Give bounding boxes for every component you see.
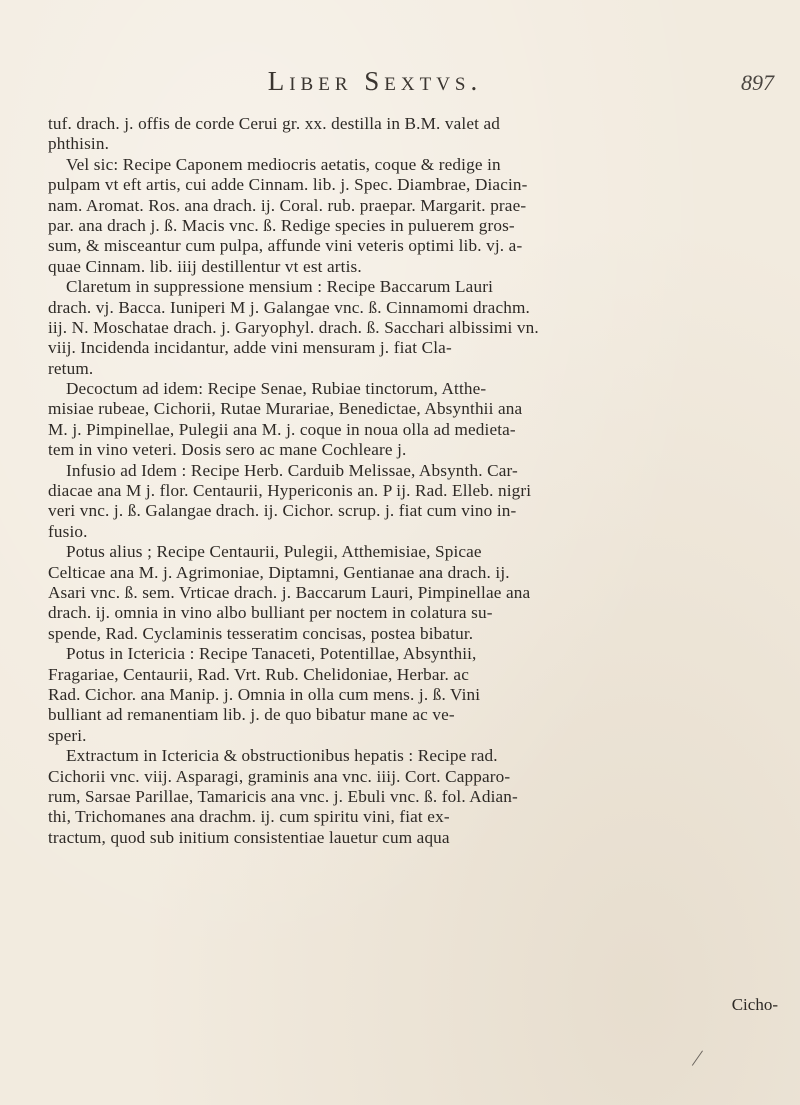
- text-line: sum, & misceantur cum pulpa, affunde vini veteris optimi lib. vj. a-: [48, 236, 523, 256]
- text-line: Decoctum ad idem: Recipe Senae, Rubiae tinctorum, Atthe-: [66, 379, 487, 399]
- running-head-title: Liber Sextvs.: [267, 66, 483, 96]
- text-line: pulpam vt eft artis, cui adde Cinnam. lib. j. Spec. Diambrae, Diacin-: [48, 175, 528, 195]
- text-line: Celticae ana M. j. Agrimoniae, Diptamni, Gentianae ana drach. ij.: [48, 562, 510, 582]
- body-text: [48, 114, 788, 848]
- text-line: rum, Sarsae Parillae, Tamaricis ana vnc. j. Ebuli vnc. ß. fol. Adian-: [48, 786, 518, 806]
- catchword: Cicho-: [731, 995, 778, 1014]
- text-line: phthisin.: [48, 134, 110, 154]
- text-line: viij. Incidenda incidantur, adde vini mensuram j. fiat Cla-: [48, 338, 452, 358]
- text-line: nam. Aromat. Ros. ana drach. ij. Coral. rub. praepar. Margarit. prae-: [48, 195, 527, 215]
- text-line: Rad. Cichor. ana Manip. j. Omnia in olla cum mens. j. ß. Vini: [48, 684, 481, 704]
- text-line: thi, Trichomanes ana drachm. ij. cum spiritu vini, fiat ex-: [48, 807, 450, 827]
- text-line: iij. N. Moschatae drach. j. Garyophyl. drach. ß. Sacchari albissimi vn.: [48, 317, 539, 337]
- running-head: [0, 66, 800, 106]
- text-line: drach. ij. omnia in vino albo bulliant per noctem in colatura su-: [48, 603, 493, 623]
- text-line: misiae rubeae, Cichorii, Rutae Murariae, Benedictae, Absynthii ana: [48, 399, 523, 419]
- text-line: diacae ana M j. flor. Centaurii, Hypericonis an. P ij. Rad. Elleb. nigri: [48, 481, 532, 501]
- text-line: par. ana drach j. ß. Macis vnc. ß. Redige species in puluerem gros-: [48, 215, 515, 235]
- text-line: Potus alius ; Recipe Centaurii, Pulegii, Atthemisiae, Spicae: [66, 542, 482, 562]
- text-line: tuf. drach. j. offis de corde Cerui gr. xx. destilla in B.M. valet ad: [48, 114, 501, 133]
- text-line: Fragariae, Centaurii, Rad. Vrt. Rub. Chelidoniae, Herbar. ac: [48, 664, 469, 684]
- text-line: retum.: [48, 358, 94, 378]
- text-line: veri vnc. j. ß. Galangae drach. ij. Cichor. scrup. j. fiat cum vino in-: [48, 501, 517, 521]
- text-line: quae Cinnam. lib. iiij destillentur vt est artis.: [48, 256, 362, 276]
- text-line: speri.: [48, 725, 87, 745]
- text-line: M. j. Pimpinellae, Pulegii ana M. j. coque in noua olla ad medieta-: [48, 419, 516, 439]
- text-line: drach. vj. Bacca. Iuniperi M j. Galangae vnc. ß. Cinnamomi drachm.: [48, 297, 530, 317]
- text-line: bulliant ad remanentiam lib. j. de quo bibatur mane ac ve-: [48, 705, 455, 725]
- text-line: Claretum in suppressione mensium : Recipe Baccarum Lauri: [66, 277, 493, 297]
- text-line: fusio.: [48, 521, 88, 541]
- text-line: Infusio ad Idem : Recipe Herb. Carduib Melissae, Absynth. Car-: [66, 460, 518, 480]
- text-line: Potus in Ictericia : Recipe Tanaceti, Potentillae, Absynthii,: [66, 644, 477, 664]
- ink-mark: [692, 1050, 711, 1071]
- text-line: tem in vino veteri. Dosis sero ac mane Cochleare j.: [48, 440, 407, 460]
- text-line: tractum, quod sub initium consistentiae lauetur cum aqua: [48, 827, 450, 847]
- page-number: 897: [741, 70, 774, 95]
- text-line: Extractum in Ictericia & obstructionibus hepatis : Recipe rad.: [66, 746, 498, 766]
- text-line: Vel sic: Recipe Caponem mediocris aetatis, coque & redige in: [66, 154, 501, 174]
- text-line: Asari vnc. ß. sem. Vrticae drach. j. Baccarum Lauri, Pimpinellae ana: [48, 582, 531, 602]
- text-line: spende, Rad. Cyclaminis tesseratim concisas, postea bibatur.: [48, 623, 474, 643]
- text-line: Cichorii vnc. viij. Asparagi, graminis ana vnc. iiij. Cort. Capparo-: [48, 766, 511, 786]
